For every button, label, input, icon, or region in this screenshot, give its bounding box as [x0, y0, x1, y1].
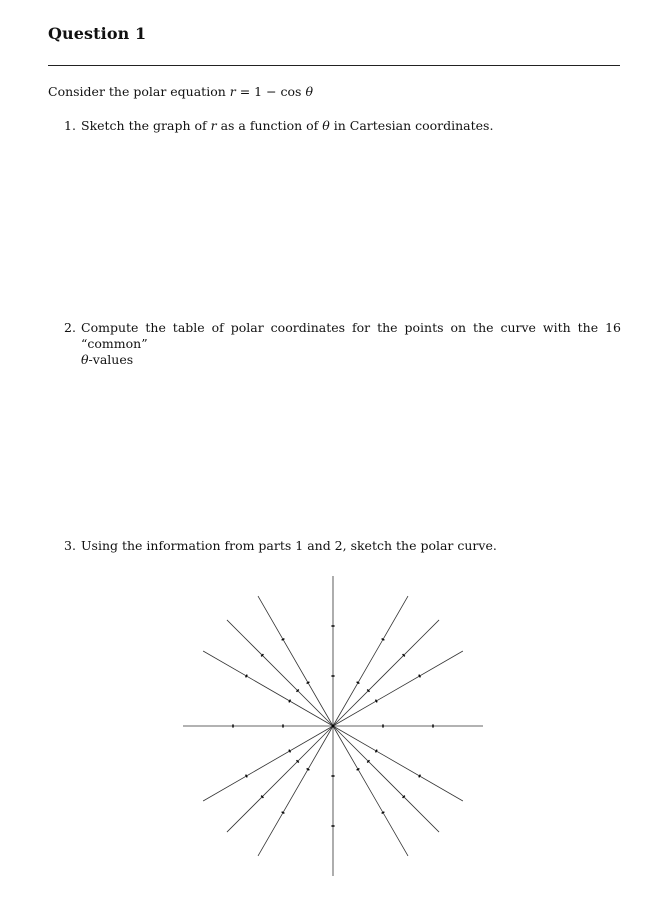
list-item-number: 2. [64, 320, 76, 335]
list-item-text: Using the information from parts 1 and 2, sketch the polar curve. [81, 538, 497, 553]
polar-grid-figure [180, 575, 486, 877]
item2-var-theta: θ [81, 352, 89, 367]
polar-tick-240-r2 [282, 812, 285, 814]
intro-var-r: r [229, 84, 236, 99]
polar-tick-300-r1 [357, 769, 360, 771]
polar-ray-240 [258, 726, 333, 856]
item2-text-b: -values [88, 352, 134, 367]
intro-prefix: Consider the polar equation [48, 84, 230, 99]
polar-tick-150-r2 [246, 675, 248, 678]
item1-var-theta: θ [322, 118, 330, 133]
polar-tick-240-r1 [307, 769, 310, 771]
polar-tick-120-r1 [307, 682, 310, 684]
polar-tick-210-r2 [246, 775, 248, 778]
item1-text-c: in Cartesian coordinates. [329, 118, 494, 133]
polar-tick-210-r1 [289, 750, 291, 753]
polar-tick-60-r1 [357, 682, 360, 684]
intro-var-theta: θ [305, 84, 313, 99]
polar-ray-330 [333, 726, 463, 801]
question-title: Question 1 [48, 24, 147, 43]
list-item-number: 3. [64, 538, 76, 553]
list-item-text [81, 320, 621, 368]
polar-tick-330-r2 [419, 775, 421, 778]
item1-text-b: as a function of [216, 118, 323, 133]
polar-tick-300-r2 [382, 812, 385, 814]
item1-var-r: r [210, 118, 217, 133]
item2-text-a: Compute the table of polar coordinates for the points on the curve with the 16 “common” [81, 320, 621, 351]
polar-ray-135 [227, 620, 333, 726]
polar-ray-30 [333, 651, 463, 726]
polar-tick-330-r1 [376, 750, 378, 753]
title-divider [48, 65, 620, 66]
list-item-text [81, 118, 621, 134]
polar-ray-60 [333, 596, 408, 726]
intro-equation-rest: = 1 − cos [235, 84, 306, 99]
polar-ray-300 [333, 726, 408, 856]
polar-tick-30-r2 [419, 675, 421, 678]
list-item-1 [64, 118, 624, 136]
list-item-2 [64, 320, 624, 367]
list-item-number: 1. [64, 118, 76, 133]
polar-ray-120 [258, 596, 333, 726]
polar-tick-30-r1 [376, 700, 378, 703]
polar-ray-225 [227, 726, 333, 832]
intro-sentence [48, 84, 313, 100]
polar-ray-45 [333, 620, 439, 726]
polar-tick-60-r2 [382, 639, 385, 641]
polar-grid-svg [180, 575, 486, 877]
polar-ray-315 [333, 726, 439, 832]
polar-ray-210 [203, 726, 333, 801]
polar-tick-150-r1 [289, 700, 291, 703]
list-item-3 [64, 538, 624, 556]
polar-ray-150 [203, 651, 333, 726]
item1-text-a: Sketch the graph of [81, 118, 211, 133]
polar-origin [332, 725, 334, 727]
polar-tick-120-r2 [282, 639, 285, 641]
